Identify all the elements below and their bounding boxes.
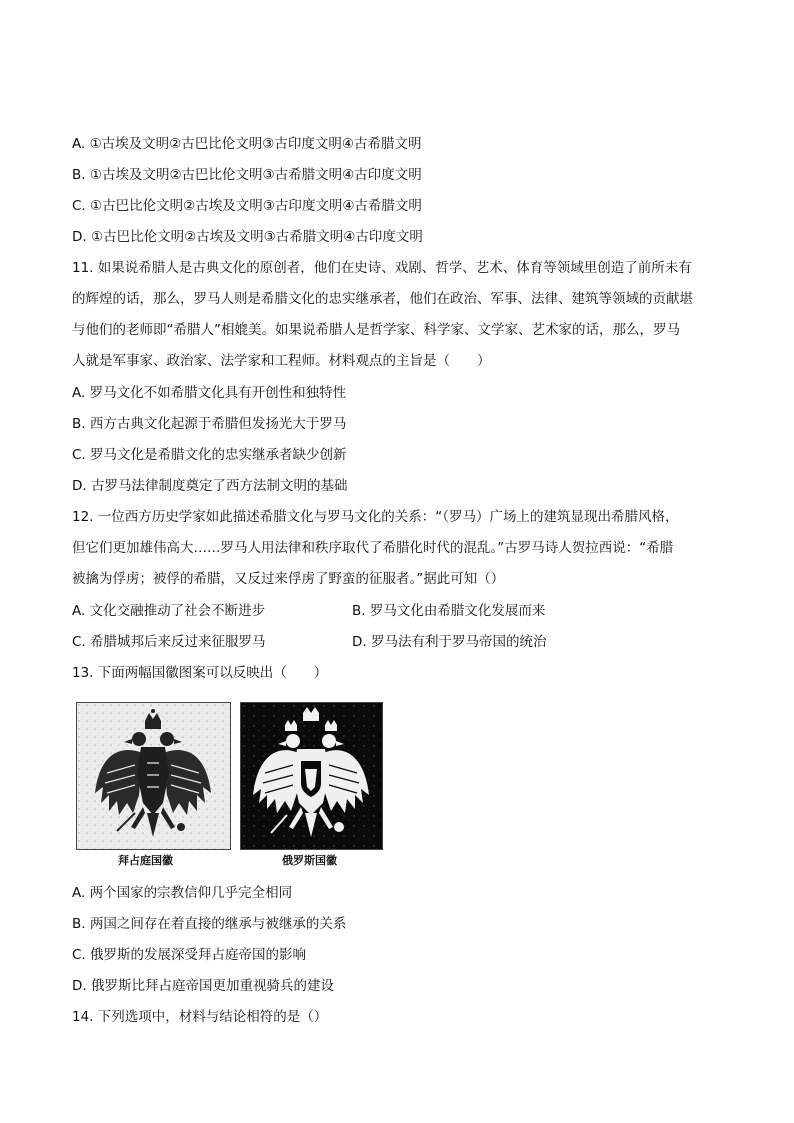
q11-option-b: B. 西方古典文化起源于希腊但发扬光大于罗马 bbox=[72, 416, 347, 432]
q11-stem-line-2: 的辉煌的话，那么，罗马人则是希腊文化的忠实继承者，他们在政治、军事、法律、建筑等领域的贡献堪 bbox=[72, 291, 693, 307]
q11-stem-line-3: 与他们的老师即“希腊人”相媲美。如果说希腊人是哲学家、科学家、文学家、艺术家的话，那么，罗马 bbox=[72, 322, 680, 338]
q12-option-a: A. 文化交融推动了社会不断进步 bbox=[72, 603, 266, 619]
q13-stem: 13. 下面两幅国徽图案可以反映出（ ） bbox=[72, 665, 328, 681]
q12-option-b: B. 罗马文化由希腊文化发展而来 bbox=[352, 603, 546, 619]
q14-stem: 14. 下列选项中，材料与结论相符的是（） bbox=[72, 1009, 328, 1025]
q10-option-c: C. ①古巴比伦文明②古埃及文明③古印度文明④古希腊文明 bbox=[72, 198, 422, 214]
byzantine-emblem-caption: 拜占庭国徽 bbox=[118, 854, 173, 867]
q11-option-d: D. 古罗马法律制度奠定了西方法制文明的基础 bbox=[72, 478, 348, 494]
q11-option-c: C. 罗马文化是希腊文化的忠实继承者缺少创新 bbox=[72, 447, 347, 463]
russian-double-headed-eagle-icon bbox=[241, 703, 382, 849]
russian-emblem-image bbox=[240, 702, 383, 850]
q12-stem-line-3: 被擒为俘虏；被俘的希腊，又反过来俘虏了野蛮的征服者。”据此可知（） bbox=[72, 571, 505, 587]
double-headed-eagle-icon bbox=[77, 703, 230, 849]
q11-stem-line-4: 人就是军事家、政治家、法学家和工程师。材料观点的主旨是（ ） bbox=[72, 353, 491, 369]
q10-option-b: B. ①古埃及文明②古巴比伦文明③古希腊文明④古印度文明 bbox=[72, 167, 422, 183]
q13-option-a: A. 两个国家的宗教信仰几乎完全相同 bbox=[72, 885, 293, 901]
q11-stem-line-1: 11. 如果说希腊人是古典文化的原创者，他们在史诗、戏剧、哲学、艺术、体育等领域里创造了前所未有 bbox=[72, 260, 692, 276]
q12-option-c: C. 希腊城邦后来反过来征服罗马 bbox=[72, 634, 266, 650]
byzantine-emblem-image bbox=[76, 702, 231, 850]
q13-option-c: C. 俄罗斯的发展深受拜占庭帝国的影响 bbox=[72, 947, 307, 963]
q12-option-d: D. 罗马法有利于罗马帝国的统治 bbox=[352, 634, 547, 650]
q10-option-d: D. ①古巴比伦文明②古埃及文明③古希腊文明④古印度文明 bbox=[72, 229, 423, 245]
q12-stem-line-1: 12. 一位西方历史学家如此描述希腊文化与罗马文化的关系：“（罗马）广场上的建筑显现出希腊风格， bbox=[72, 509, 679, 525]
q13-option-d: D. 俄罗斯比拜占庭帝国更加重视骑兵的建设 bbox=[72, 978, 334, 994]
russian-emblem-caption: 俄罗斯国徽 bbox=[282, 854, 337, 867]
q10-option-a: A. ①古埃及文明②古巴比伦文明③古印度文明④古希腊文明 bbox=[72, 136, 422, 152]
q11-option-a: A. 罗马文化不如希腊文化具有开创性和独特性 bbox=[72, 385, 347, 401]
q13-option-b: B. 两国之间存在着直接的继承与被继承的关系 bbox=[72, 916, 347, 932]
q12-stem-line-2: 但它们更加雄伟高大……罗马人用法律和秩序取代了希腊化时代的混乱。”古罗马诗人贺拉西说：“希腊 bbox=[72, 540, 674, 556]
